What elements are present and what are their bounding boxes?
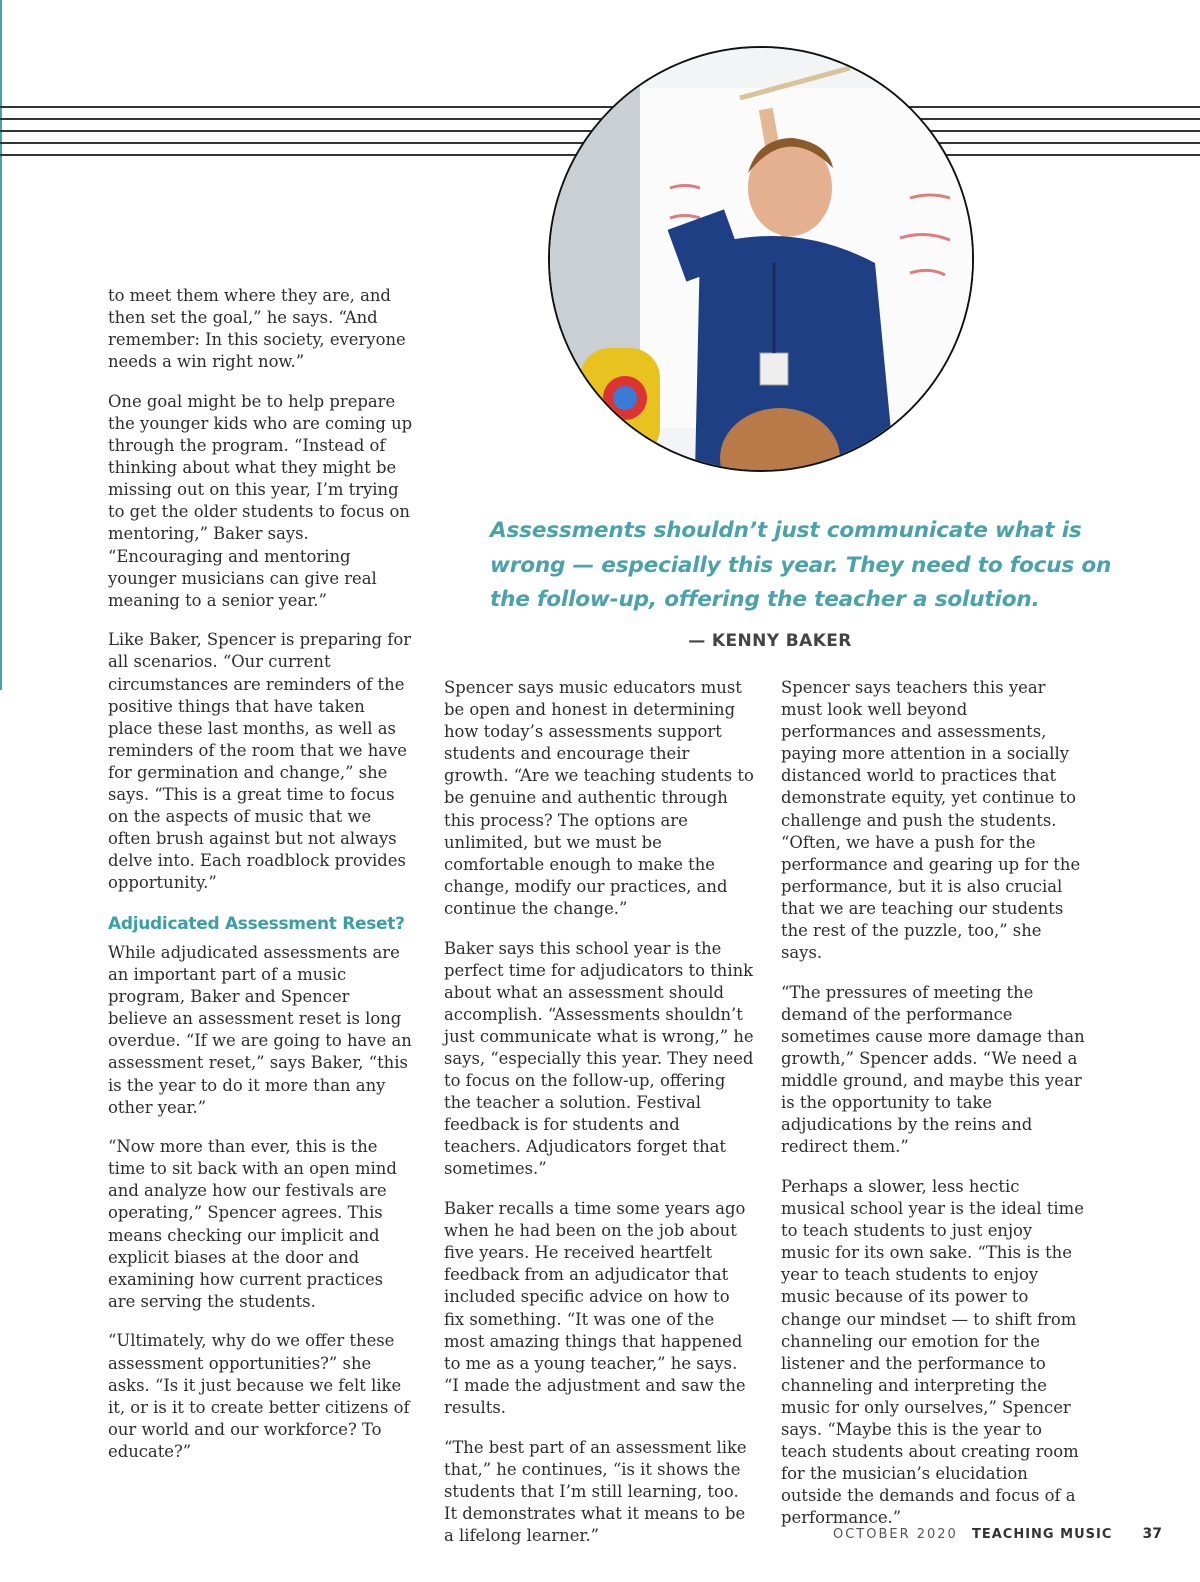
conductor-photo: [548, 46, 974, 472]
left-paragraph-5: “Now more than ever, this is the time to sit back with an open mind and analyze how our festivals are operating,” Spencer agrees. This means checking our implicit and explicit biases at the door and examining how current practices are serving the students.: [108, 1137, 397, 1311]
staff-line: [0, 106, 1200, 108]
left-paragraph-2: One goal might be to help prepare the younger kids who are coming up through the program. “Instead of thinking about what they might be missing out on this year, I’m trying to get the older students to focus on mentoring,” Baker says. “Encouraging and mentoring younger musicians can give real meaning to a senior year.”: [108, 391, 413, 610]
right-paragraph-3: Perhaps a slower, less hectic musical school year is the ideal time to teach students to just enjoy music for its own sake. “This is the year to teach students to enjoy music because of its power to change our mindset — to shift from channeling our emotion for the listener and the performance to channeling and interpreting the music for only ourselves,” Spencer says. “Maybe this is the year to teach students about creating room for the musician’s elucidation outside the demands and focus of a performance.”: [781, 1176, 1084, 1528]
right-paragraph-2: “The pressures of meeting the demand of the performance sometimes cause more damage than growth,” Spencer adds. “We need a middle ground, and maybe this year is the opportunity to take adjudications by the reins and redirect them.”: [781, 982, 1085, 1157]
conductor-photo-icon: [550, 48, 974, 472]
section-subhead: Adjudicated Assessment Reset?: [108, 913, 405, 934]
middle-paragraph-3: Baker recalls a time some years ago when he had been on the job about five years. He received heartfelt feedback from an adjudicator that included specific advice on how to fix something. “It was one of the most amazing things that happened to me as a young teacher,” he says. “I made the adjustment and saw the results.: [444, 1199, 746, 1417]
magazine-name: TEACHING MUSIC: [971, 1527, 1113, 1542]
left-paragraph-6: “Ultimately, why do we offer these assessment opportunities?” she asks. “Is it just because we felt like it, or is it to create better citizens of our world and our workforce? To educate?”: [108, 1331, 410, 1461]
left-column: [108, 285, 413, 1481]
left-paragraph-3: Like Baker, Spencer is preparing for all scenarios. “Our current circumstances are reminders of the positive things that have taken place these last months, as well as reminders of the room that we have for germination and change,” she says. “This is a great time to focus on the aspects of music that we often brush against but not always delve into. Each roadblock provides opportunity.”: [108, 630, 412, 893]
page-number: 37: [1142, 1526, 1162, 1542]
right-paragraph-1: Spencer says teachers this year must look well beyond performances and assessments, paying more attention in a socially distanced world to practices that demonstrate equity, yet continue to challenge and push the students. “Often, we have a push for the performance and gearing up for the performance, but it is also crucial that we are teaching our students the rest of the puzzle, too,” she says.: [781, 678, 1081, 963]
middle-paragraph-4: “The best part of an assessment like that,” he continues, “is it shows the students that I’m still learning, too. It demonstrates what it means to be a lifelong learner.”: [444, 1437, 747, 1545]
middle-column: [444, 677, 754, 1564]
pull-quote: Assessments shouldn’t just communicate what is wrong — especially this year. They need to focus on the follow-up, offering the teacher a solution.: [490, 518, 1112, 612]
left-paragraph-4: While adjudicated assessments are an important part of a music program, Baker and Spencer believe an assessment reset is long overdue. “If we are going to have an assessment reset,” says Baker, “this is the year to do it more than any other year.”: [108, 942, 412, 1117]
left-accent-rule: [0, 0, 2, 690]
middle-paragraph-2: Baker says this school year is the perfect time for adjudicators to think about what an assessment should accomplish. “Assessments shouldn’t just communicate what is wrong,” he says, “especially this year. They need to focus on the follow-up, offering the teacher a solution. Festival feedback is for students and teachers. Adjudicators forget that sometimes.”: [444, 938, 754, 1179]
page-footer: [833, 1526, 1162, 1542]
middle-paragraph-1: Spencer says music educators must be open and honest in determining how today’s assessments support students and encourage their growth. “Are we teaching students to be genuine and authentic through this process? The options are unlimited, but we must be comfortable enough to make the change, modify our practices, and continue the change.”: [444, 678, 754, 918]
left-paragraph-1: to meet them where they are, and then set the goal,” he says. “And remember: In this society, everyone needs a win right now.”: [108, 286, 406, 372]
pull-quote-attribution: — KENNY BAKER: [688, 631, 852, 651]
right-column: [781, 677, 1086, 1547]
issue-date: OCTOBER 2020: [832, 1527, 958, 1542]
